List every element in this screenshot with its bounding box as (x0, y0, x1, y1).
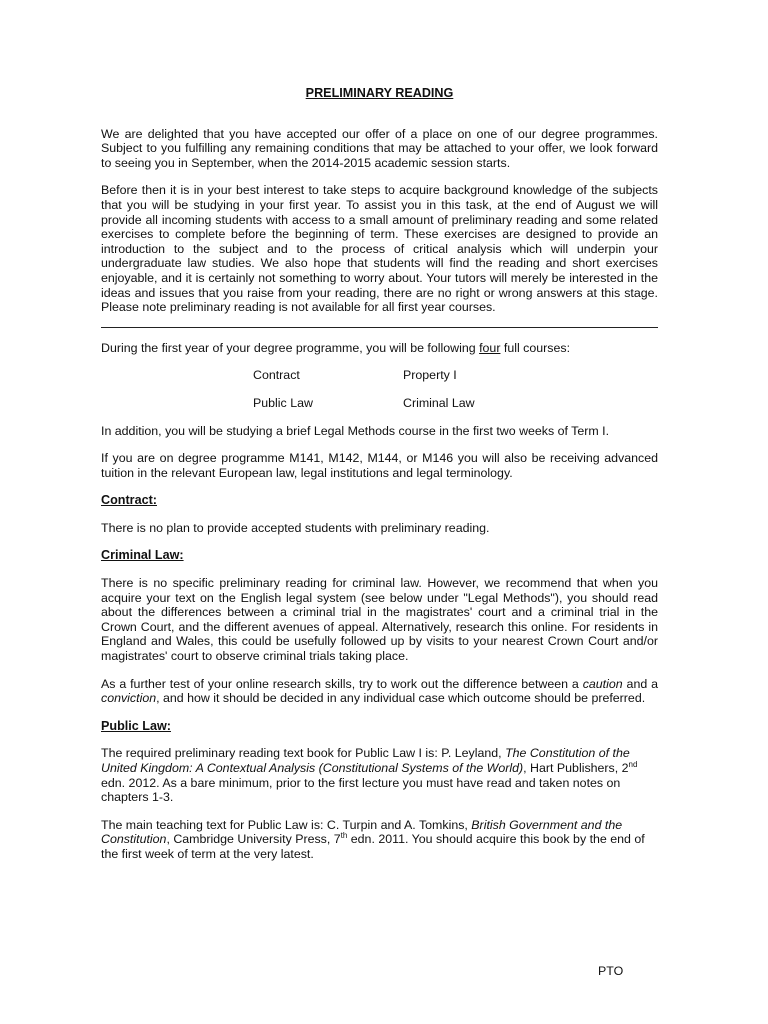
public-law-paragraph-1 (101, 746, 658, 804)
criminal-p2-part-c: , and how it should be decided in any individual case which outcome should be preferred. (156, 691, 646, 706)
intro-paragraph-2: Before then it is in your best interest to take steps to acquire background knowledge of the subjects that you will be studying in your first year. To assist you in this task, at the end of August we will provide all incoming students with access to a small amount of preliminary reading and some related exercises to complete before the beginning of term. These exercises are designed to provide an introduction to the subject and to the process of critical analysis which will underpin your undergraduate law studies. We also hope that students will find the reading and short exercises enjoyable, and it is certainly not something to worry about. Your tutors will merely be interested in the ideas and issues that you raise from your reading, there are no right or wrong answers at this stage. Please note preliminary reading is not available for all first year courses. (101, 183, 658, 315)
courses-intro-emphasis: four (479, 340, 501, 355)
horizontal-divider (101, 327, 658, 328)
edition-superscript: th (340, 831, 348, 841)
page-title: PRELIMINARY READING (305, 86, 454, 100)
public-p2-part-c: edn. 2011. You should acquire this book by the end of the first week of term at the very latest. (101, 832, 645, 861)
public-law-heading: Public Law: (101, 718, 171, 733)
public-p1-part-c: edn. 2012. As a bare minimum, prior to the first lecture you must have read and taken notes on chapters 1-3. (101, 775, 621, 805)
courses-intro (101, 341, 658, 356)
course-row (253, 368, 658, 383)
course-public-law: Public Law (253, 395, 313, 410)
page-footer-pto: PTO (598, 964, 624, 978)
criminal-law-paragraph-2 (101, 677, 658, 706)
legal-methods-note: In addition, you will be studying a brief Legal Methods course in the first two weeks of Term I. (101, 423, 610, 438)
contract-text: There is no plan to provide accepted students with preliminary reading. (101, 520, 490, 535)
courses-intro-after: full courses: (500, 340, 571, 355)
course-property: Property I (403, 368, 457, 383)
public-p1-part-b: , Hart Publishers, 2 (523, 761, 629, 775)
course-list (253, 368, 658, 410)
caution-term: caution (582, 676, 623, 691)
public-p2-part-b: , Cambridge University Press, 7 (166, 832, 341, 847)
edition-superscript: nd (628, 760, 638, 769)
public-p1-part-a: The required preliminary reading text book for Public Law I is: P. Leyland, (101, 746, 506, 761)
public-law-paragraph-2 (101, 818, 658, 862)
intro-paragraph-1: We are delighted that you have accepted our offer of a place on one of our degree programmes. Subject to you fulfilling any remaining conditions that may be attached to your offer, we look forward to seeing you in September, when the 2014-2015 academic session starts. (101, 126, 658, 170)
public-p2-part-a: The main teaching text for Public Law is: C. Turpin and A. Tomkins, (101, 817, 472, 832)
criminal-p2-part-b: and a (622, 676, 658, 691)
criminal-law-paragraph-1: There is no specific preliminary reading for criminal law. However, we recommend that when you acquire your text on the English legal system (see below under "Legal Methods"), you should read about the differences between a criminal trial in the magistrates' court and a criminal trial in the Crown Court, and the different avenues of appeal. Alternatively, research this online. For residents in England and Wales, this could be usefully followed up by visits to your nearest Crown Court and/or magistrates' court to observe criminal trials taking place. (101, 576, 658, 664)
conviction-term: conviction (101, 691, 157, 706)
turpin-book-title: British Government and the Constitution (101, 817, 623, 847)
course-contract: Contract (253, 368, 300, 383)
course-row (253, 396, 658, 411)
leyland-book-title: The Constitution of the United Kingdom: A Contextual Analysis (Constitutional Systems of the World) (101, 746, 630, 775)
criminal-law-heading: Criminal Law: (101, 548, 184, 563)
course-criminal-law: Criminal Law (403, 395, 475, 410)
criminal-p2-part-a: As a further test of your online research skills, try to work out the difference between a (101, 676, 583, 691)
courses-intro-before: During the first year of your degree programme, you will be following (101, 340, 480, 355)
contract-heading: Contract: (101, 493, 157, 508)
european-law-note: If you are on degree programme M141, M142, M144, or M146 you will also be receiving advanced tuition in the relevant European law, legal institutions and legal terminology. (101, 451, 658, 480)
